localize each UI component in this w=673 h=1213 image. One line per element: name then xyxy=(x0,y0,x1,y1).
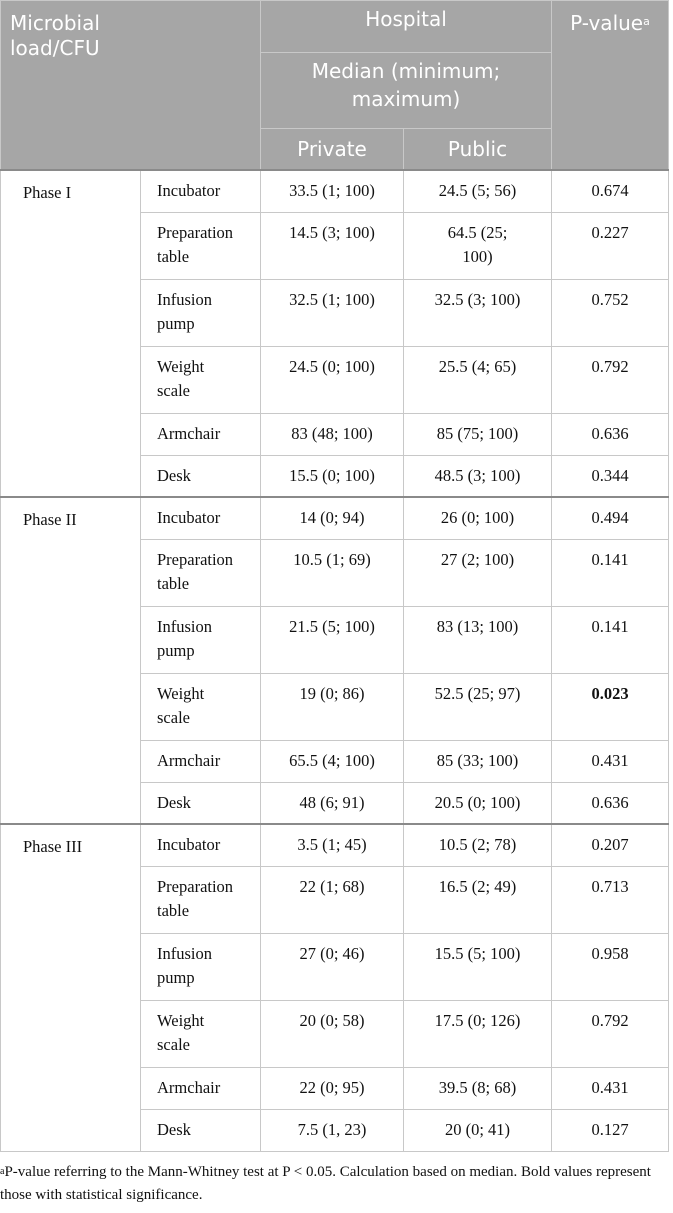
public-value xyxy=(404,1067,552,1109)
private-value xyxy=(261,866,404,933)
public-value xyxy=(404,1109,552,1151)
item-cell xyxy=(141,497,261,539)
phase-label: Phase I xyxy=(1,170,141,497)
item-cell xyxy=(141,740,261,782)
public-value xyxy=(404,1000,552,1067)
public-value xyxy=(404,279,552,346)
private-value-line: 15.5 (0; 100) xyxy=(289,465,375,485)
header-pvalue-label: P-value xyxy=(570,11,644,35)
private-value xyxy=(261,170,404,212)
item-cell-line: Armchair xyxy=(157,1077,221,1097)
header-median-line1: Median (minimum; xyxy=(311,59,501,83)
private-value-line: 20 (0; 58) xyxy=(299,1010,365,1030)
item-cell-line: Infusion xyxy=(157,616,212,636)
phase-label: Phase III xyxy=(1,824,141,1151)
item-cell-line: pump xyxy=(157,967,195,987)
p-value: 0.958 xyxy=(552,933,669,1000)
item-cell-line: Desk xyxy=(157,1119,191,1139)
item-cell-line: Incubator xyxy=(157,508,221,527)
item-cell-line: Infusion xyxy=(157,943,212,963)
item-cell-line: Preparation xyxy=(157,222,234,242)
public-value xyxy=(404,212,552,279)
public-value xyxy=(404,782,552,824)
table-row xyxy=(1,497,669,539)
item-cell xyxy=(141,866,261,933)
public-value xyxy=(404,606,552,673)
item-cell-line: Incubator xyxy=(157,835,221,854)
item-cell-line: Preparation xyxy=(157,876,234,896)
p-value: 0.344 xyxy=(552,455,669,497)
header-hospital: Hospital xyxy=(261,1,552,53)
p-value: 0.227 xyxy=(552,212,669,279)
item-cell-line: Preparation xyxy=(157,549,234,569)
p-value: 0.141 xyxy=(552,539,669,606)
item-cell xyxy=(141,455,261,497)
public-value-line: 26 (0; 100) xyxy=(440,508,515,527)
private-value xyxy=(261,212,404,279)
public-value-line: 10.5 (2; 78) xyxy=(438,835,517,854)
item-cell xyxy=(141,413,261,455)
public-value-line: 24.5 (5; 56) xyxy=(438,181,517,200)
private-value xyxy=(261,1109,404,1151)
private-value xyxy=(261,1067,404,1109)
public-value-line: 27 (2; 100) xyxy=(440,549,515,569)
table-row xyxy=(1,170,669,212)
table-header xyxy=(1,1,669,171)
item-cell-line: pump xyxy=(157,313,195,333)
private-value xyxy=(261,673,404,740)
item-cell-line: scale xyxy=(157,707,190,727)
private-value xyxy=(261,279,404,346)
p-value: 0.431 xyxy=(552,740,669,782)
item-cell-line: scale xyxy=(157,1034,190,1054)
item-cell-line: pump xyxy=(157,640,195,660)
private-value-line: 65.5 (4; 100) xyxy=(289,750,375,770)
private-value-line: 21.5 (5; 100) xyxy=(289,616,375,636)
p-value: 0.141 xyxy=(552,606,669,673)
public-value xyxy=(404,170,552,212)
item-cell-line: Weight xyxy=(157,1010,205,1030)
phase-section xyxy=(1,497,669,824)
item-cell-line: Desk xyxy=(157,465,191,485)
public-value xyxy=(404,413,552,455)
private-value xyxy=(261,539,404,606)
public-value-line: 64.5 (25; xyxy=(447,222,508,242)
footnote-text: P-value referring to the Mann-Whitney test at P < 0.05. Calculation based on median. Bold values represent those with statistical significance. xyxy=(0,1164,651,1203)
item-cell-line: Infusion xyxy=(157,289,212,309)
item-cell-line: table xyxy=(157,900,190,920)
public-value-line: 16.5 (2; 49) xyxy=(438,876,517,896)
item-cell xyxy=(141,933,261,1000)
item-cell xyxy=(141,606,261,673)
public-value xyxy=(404,933,552,1000)
private-value xyxy=(261,346,404,413)
private-value xyxy=(261,455,404,497)
public-value xyxy=(404,346,552,413)
header-microbial-line2: load/CFU xyxy=(10,36,100,60)
header-public: Public xyxy=(404,129,552,171)
header-microbial-line1: Microbial xyxy=(10,11,100,35)
item-cell xyxy=(141,539,261,606)
item-cell-line: scale xyxy=(157,380,190,400)
footnote-sup: a xyxy=(0,1166,5,1177)
p-value: 0.431 xyxy=(552,1067,669,1109)
item-cell xyxy=(141,279,261,346)
public-value-line: 100) xyxy=(462,246,493,266)
phase-label: Phase II xyxy=(1,497,141,824)
item-cell xyxy=(141,170,261,212)
p-value: 0.023 xyxy=(552,673,669,740)
public-value-line: 20 (0; 41) xyxy=(444,1119,511,1139)
public-value-line: 39.5 (8; 68) xyxy=(438,1077,517,1097)
private-value xyxy=(261,413,404,455)
phase-section xyxy=(1,824,669,1151)
public-value-line: 85 (33; 100) xyxy=(436,750,519,770)
p-value: 0.207 xyxy=(552,824,669,866)
public-value-line: 32.5 (3; 100) xyxy=(434,289,521,309)
item-cell xyxy=(141,212,261,279)
header-private: Private xyxy=(261,129,404,171)
p-value: 0.674 xyxy=(552,170,669,212)
public-value xyxy=(404,673,552,740)
private-value-line: 7.5 (1, 23) xyxy=(297,1119,367,1139)
private-value-line: 22 (0; 95) xyxy=(299,1077,365,1097)
private-value-line: 10.5 (1; 69) xyxy=(293,549,371,569)
p-value: 0.752 xyxy=(552,279,669,346)
public-value xyxy=(404,824,552,866)
public-value-line: 20.5 (0; 100) xyxy=(434,792,521,812)
item-cell xyxy=(141,824,261,866)
private-value-line: 48 (6; 91) xyxy=(299,792,365,812)
header-pvalue xyxy=(552,1,669,171)
item-cell xyxy=(141,673,261,740)
table-row xyxy=(1,824,669,866)
public-value-line: 85 (75; 100) xyxy=(436,423,519,443)
private-value xyxy=(261,740,404,782)
item-cell-line: Armchair xyxy=(157,423,221,443)
private-value xyxy=(261,497,404,539)
header-median xyxy=(261,53,552,129)
item-cell-line: Desk xyxy=(157,792,191,812)
item-cell xyxy=(141,1000,261,1067)
p-value: 0.713 xyxy=(552,866,669,933)
public-value-line: 15.5 (5; 100) xyxy=(434,943,521,963)
p-value: 0.494 xyxy=(552,497,669,539)
item-cell-line: Weight xyxy=(157,356,205,376)
p-value: 0.636 xyxy=(552,413,669,455)
private-value xyxy=(261,933,404,1000)
public-value xyxy=(404,740,552,782)
public-value xyxy=(404,455,552,497)
private-value-line: 83 (48; 100) xyxy=(291,423,373,443)
public-value-line: 83 (13; 100) xyxy=(436,616,519,636)
public-value-line: 52.5 (25; 97) xyxy=(434,683,521,703)
private-value-line: 14 (0; 94) xyxy=(299,508,365,527)
private-value-line: 24.5 (0; 100) xyxy=(289,356,375,376)
header-pvalue-sup: a xyxy=(643,15,650,28)
p-value: 0.792 xyxy=(552,346,669,413)
p-value: 0.792 xyxy=(552,1000,669,1067)
item-cell-line: Armchair xyxy=(157,750,221,770)
public-value-line: 25.5 (4; 65) xyxy=(438,356,517,376)
item-cell xyxy=(141,346,261,413)
private-value-line: 19 (0; 86) xyxy=(299,683,365,703)
p-value: 0.636 xyxy=(552,782,669,824)
public-value xyxy=(404,539,552,606)
item-cell xyxy=(141,1109,261,1151)
private-value xyxy=(261,1000,404,1067)
private-value xyxy=(261,782,404,824)
public-value-line: 48.5 (3; 100) xyxy=(434,465,521,485)
private-value-line: 32.5 (1; 100) xyxy=(289,289,375,309)
public-value xyxy=(404,497,552,539)
item-cell-line: Incubator xyxy=(157,181,221,200)
private-value-line: 14.5 (3; 100) xyxy=(289,222,375,242)
header-microbial-load xyxy=(1,1,261,171)
item-cell-line: Weight xyxy=(157,683,205,703)
public-value xyxy=(404,866,552,933)
private-value-line: 27 (0; 46) xyxy=(299,943,365,963)
p-value: 0.127 xyxy=(552,1109,669,1151)
private-value xyxy=(261,824,404,866)
header-median-line2: maximum) xyxy=(351,87,461,111)
phase-section xyxy=(1,170,669,497)
item-cell-line: table xyxy=(157,246,190,266)
item-cell xyxy=(141,1067,261,1109)
private-value-line: 3.5 (1; 45) xyxy=(297,835,367,854)
item-cell xyxy=(141,782,261,824)
private-value-line: 22 (1; 68) xyxy=(299,876,365,896)
private-value xyxy=(261,606,404,673)
private-value-line: 33.5 (1; 100) xyxy=(289,181,375,200)
table-footnote xyxy=(0,1161,668,1207)
public-value-line: 17.5 (0; 126) xyxy=(434,1010,521,1030)
item-cell-line: table xyxy=(157,573,190,593)
